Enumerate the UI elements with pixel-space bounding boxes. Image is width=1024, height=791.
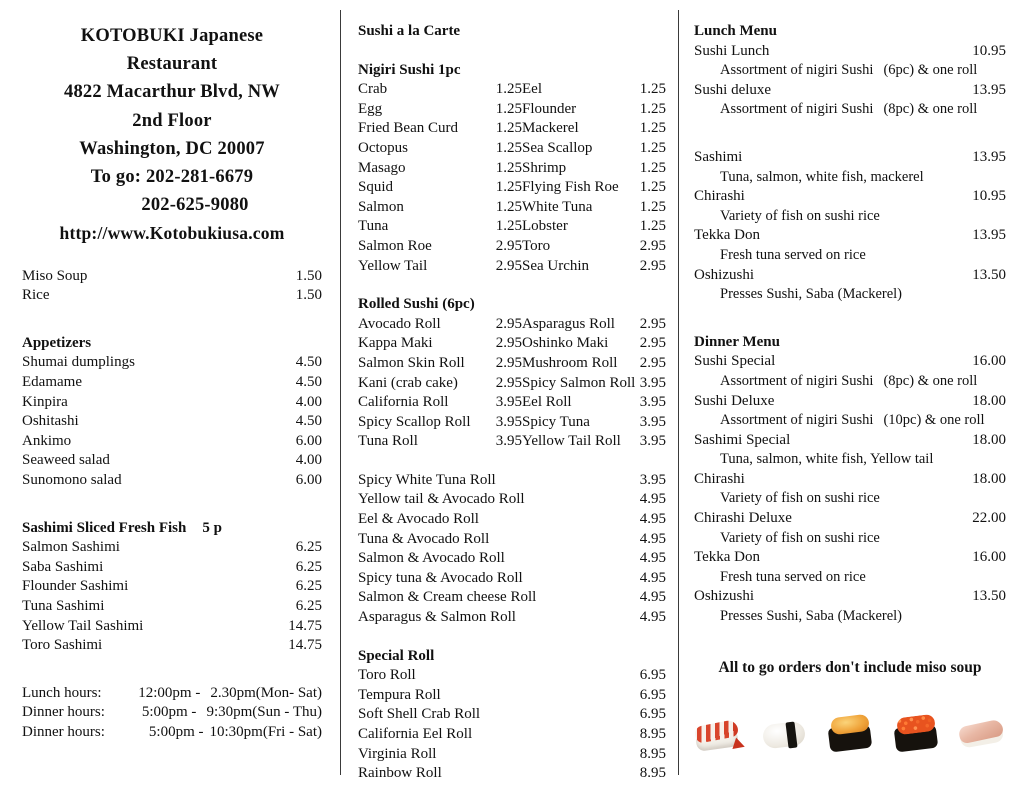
restaurant-header	[22, 0, 322, 248]
menu-row	[358, 100, 666, 120]
item-name: Kani (crab cake)	[358, 374, 458, 391]
item-description: Variety of fish on sushi rice	[720, 490, 880, 507]
item-description: Fresh tuna served on rice	[720, 246, 866, 263]
right-column	[694, 0, 1006, 753]
menu-row	[694, 392, 1006, 412]
item-name: Oshitashi	[22, 413, 79, 430]
item-name: Flying Fish Roe	[522, 179, 619, 196]
column-divider-right	[678, 10, 679, 775]
item-price: 1.25	[495, 100, 522, 117]
item-price: 3.95	[639, 394, 666, 411]
item-price: 4.00	[295, 393, 322, 410]
item-name: Salmon & Avocado Roll	[358, 550, 505, 567]
item-name: Flounder	[522, 100, 577, 117]
menu-row	[694, 81, 1006, 101]
item-price: 4.95	[639, 511, 666, 528]
item-description-suffix: (8pc) & one roll	[883, 101, 978, 118]
item-price: 4.95	[639, 589, 666, 606]
item-description-text: Assortment of nigiri Sushi	[720, 101, 874, 118]
item-description	[694, 61, 1006, 81]
section-title-dinner-menu: Dinner Menu	[694, 333, 780, 350]
item-name: Kinpira	[22, 393, 68, 410]
menu-row	[22, 373, 322, 393]
item-name: Oshinko Maki	[522, 335, 609, 352]
item-description: Presses Sushi, Saba (Mackerel)	[720, 608, 903, 625]
menu-row	[694, 352, 1006, 372]
item-name: Miso Soup	[22, 267, 88, 284]
item-description	[694, 100, 1006, 120]
left-column	[22, 0, 322, 743]
special-roll-list	[358, 666, 666, 784]
dinner-list	[694, 352, 1006, 626]
item-name: Kappa Maki	[358, 335, 433, 352]
item-price: 1.25	[639, 218, 666, 235]
menu-row	[358, 374, 666, 394]
item-name: Asparagus Roll	[522, 315, 615, 332]
item-price: 1.25	[495, 81, 522, 98]
item-price: 13.95	[972, 81, 1006, 98]
item-name: Yellow Tail Roll	[522, 433, 621, 450]
menu-row	[358, 588, 666, 608]
item-price: 16.00	[972, 353, 1006, 370]
item-name: Fried Bean Curd	[358, 120, 458, 137]
item-name: Spicy Tuna	[522, 413, 590, 430]
item-description: Tuna, salmon, white fish, mackerel	[720, 168, 924, 185]
item-price: 1.25	[639, 120, 666, 137]
item-price: 2.95	[495, 257, 522, 274]
phone-secondary: 202-625-9080	[141, 195, 249, 216]
rolled-sushi-grid	[358, 315, 666, 452]
item-price: 13.95	[972, 227, 1006, 244]
menu-row	[358, 490, 666, 510]
item-name: Crab	[358, 81, 388, 98]
item-name: Spicy White Tuna Roll	[358, 471, 496, 488]
item-name: Tuna Sashimi	[22, 597, 105, 614]
item-name: Spicy Scallop Roll	[358, 413, 471, 430]
menu-row	[694, 587, 1006, 607]
menu-row	[694, 148, 1006, 168]
menu-row	[22, 597, 322, 617]
shrimp-nigiri-icon	[694, 707, 742, 753]
menu-row	[358, 666, 666, 686]
item-price: 6.25	[295, 558, 322, 575]
item-name: Eel & Avocado Roll	[358, 511, 479, 528]
item-price: 13.50	[972, 266, 1006, 283]
restaurant-name-line-2: Restaurant	[126, 54, 218, 75]
website-url: http://www.Kotobukiusa.com	[59, 223, 285, 244]
menu-row	[22, 432, 322, 452]
item-description-suffix: (10pc) & one roll	[883, 412, 985, 429]
item-price: 8.95	[639, 765, 666, 782]
item-name: Salmon Roe	[358, 237, 432, 254]
menu-row	[358, 315, 666, 335]
item-price: 2.95	[639, 354, 666, 371]
item-description: Presses Sushi, Saba (Mackerel)	[720, 286, 903, 303]
item-name: Tekka Don	[694, 227, 761, 244]
hours-end: 2.30pm(Mon- Sat)	[210, 684, 322, 701]
item-price: 2.95	[495, 315, 522, 332]
item-price: 6.95	[639, 706, 666, 723]
item-description	[694, 411, 1006, 431]
tamago-gunkan-icon	[826, 707, 874, 753]
menu-row	[358, 413, 666, 433]
item-description-suffix: (6pc) & one roll	[883, 62, 978, 79]
item-price: 4.95	[639, 569, 666, 586]
item-name: Chirashi Deluxe	[694, 510, 792, 527]
item-price: 4.95	[639, 491, 666, 508]
address-floor: 2nd Floor	[132, 110, 212, 131]
item-name: Egg	[358, 100, 383, 117]
menu-row	[358, 764, 666, 784]
item-name: Tekka Don	[694, 549, 761, 566]
item-price: 4.50	[295, 374, 322, 390]
menu-row	[694, 509, 1006, 529]
item-price: 3.95	[639, 471, 666, 488]
basics-list	[22, 267, 322, 306]
menu-row	[358, 198, 666, 218]
item-price: 1.25	[639, 139, 666, 156]
menu-row	[694, 266, 1006, 286]
item-price: 13.95	[972, 148, 1006, 165]
item-name: California Roll	[358, 394, 449, 411]
section-title-nigiri: Nigiri Sushi 1pc	[358, 61, 461, 78]
hours-row	[22, 723, 322, 743]
item-name: Toro Sashimi	[22, 637, 103, 654]
menu-row	[694, 42, 1006, 62]
menu-row	[22, 538, 322, 558]
item-name: Masago	[358, 159, 406, 176]
lunch-entree-list	[694, 148, 1006, 305]
hours-row	[22, 684, 322, 704]
item-price: 10.95	[972, 42, 1006, 59]
menu-row	[358, 725, 666, 745]
item-price: 4.50	[295, 354, 322, 371]
item-description: Tuna, salmon, white fish, Yellow tail	[720, 451, 934, 468]
item-name: Eel Roll	[522, 394, 572, 411]
item-price: 2.95	[495, 354, 522, 371]
item-price: 8.95	[639, 726, 666, 742]
item-name: Squid	[358, 179, 394, 196]
menu-row	[358, 745, 666, 765]
menu-row	[358, 334, 666, 354]
item-name: Toro Roll	[358, 667, 416, 684]
menu-row	[358, 569, 666, 589]
item-price: 14.75	[288, 617, 322, 634]
item-name: Sushi Special	[694, 353, 776, 370]
menu-row	[22, 577, 322, 597]
menu-row	[694, 470, 1006, 490]
item-name: Virginia Roll	[358, 745, 437, 762]
item-description	[694, 372, 1006, 392]
item-price: 18.00	[972, 470, 1006, 487]
item-name: Mackerel	[522, 120, 579, 137]
item-name: Tempura Roll	[358, 686, 441, 703]
item-price: 6.25	[295, 578, 322, 595]
menu-row	[358, 257, 666, 277]
item-price: 3.95	[639, 374, 666, 391]
item-name: Yellow tail & Avocado Roll	[358, 491, 525, 508]
item-price: 4.95	[639, 609, 666, 626]
item-price: 1.25	[495, 120, 522, 137]
item-price: 4.00	[295, 452, 322, 469]
item-price: 8.95	[639, 745, 666, 762]
item-name: Spicy tuna & Avocado Roll	[358, 569, 523, 586]
item-price: 3.95	[495, 413, 522, 430]
appetizers-list	[22, 353, 322, 490]
menu-row	[22, 267, 322, 287]
item-name: Seaweed salad	[22, 452, 110, 469]
menu-row	[358, 217, 666, 237]
item-name: Rainbow Roll	[358, 765, 442, 782]
item-name: Salmon	[358, 198, 404, 215]
item-name: Rice	[22, 287, 50, 304]
menu-row	[358, 432, 666, 452]
item-price: 6.00	[295, 432, 322, 449]
item-description: Fresh tuna served on rice	[720, 568, 866, 585]
menu-row	[358, 237, 666, 257]
item-price: 6.00	[295, 471, 322, 488]
item-price: 2.95	[639, 237, 666, 254]
item-price: 4.50	[295, 413, 322, 430]
hours-start: 5:00pm -	[141, 704, 197, 721]
menu-row	[358, 686, 666, 706]
item-price: 2.95	[495, 335, 522, 352]
phone-togo: To go: 202-281-6679	[90, 167, 254, 188]
item-name: Sashimi Special	[694, 431, 791, 448]
item-price: 1.25	[495, 139, 522, 156]
item-price: 1.25	[495, 218, 522, 235]
menu-row	[358, 119, 666, 139]
item-name: Shrimp	[522, 159, 567, 176]
item-price: 1.25	[639, 81, 666, 98]
item-name: Sea Scallop	[522, 139, 593, 156]
item-price: 1.50	[295, 287, 322, 304]
item-name: Spicy Salmon Roll	[522, 374, 636, 391]
item-price: 1.25	[495, 198, 522, 215]
section-title-sashimi-suffix: 5 p	[202, 519, 222, 536]
item-name: Tuna Roll	[358, 433, 418, 450]
menu-row	[358, 608, 666, 628]
ikura-gunkan-icon	[892, 707, 940, 753]
item-name: Shumai dumplings	[22, 354, 135, 371]
section-title-lunch-menu: Lunch Menu	[694, 23, 777, 39]
item-price: 2.95	[639, 315, 666, 332]
hours-block	[22, 684, 322, 743]
item-price: 2.95	[495, 237, 522, 254]
menu-row	[22, 451, 322, 471]
item-name: Toro	[522, 237, 551, 254]
hours-end: 9:30pm(Sun - Thu)	[206, 704, 322, 721]
menu-row	[358, 549, 666, 569]
item-price: 13.50	[972, 588, 1006, 605]
item-name: Oshizushi	[694, 588, 754, 605]
hours-start: 12:00pm -	[138, 684, 201, 701]
item-price: 1.25	[639, 100, 666, 117]
item-name: Eel	[522, 81, 542, 98]
menu-row	[22, 286, 322, 306]
menu-row	[22, 617, 322, 637]
menu-row	[694, 431, 1006, 451]
menu-row	[694, 226, 1006, 246]
menu-row	[358, 393, 666, 413]
section-title-sashimi	[22, 519, 322, 539]
egg-nigiri-nori-band-icon	[760, 707, 808, 753]
item-description: Variety of fish on sushi rice	[720, 207, 880, 224]
item-name: Oshizushi	[694, 266, 754, 283]
item-name: Flounder Sashimi	[22, 578, 129, 595]
item-name: Sushi Lunch	[694, 42, 770, 59]
item-name: Salmon Sashimi	[22, 539, 120, 556]
item-name: Yellow Tail Sashimi	[22, 617, 144, 634]
item-price: 10.95	[972, 188, 1006, 205]
item-name: Tuna	[358, 218, 389, 235]
item-name: Sea Urchin	[522, 257, 590, 274]
menu-row	[358, 178, 666, 198]
item-price: 3.95	[639, 413, 666, 430]
item-price: 1.25	[639, 198, 666, 215]
lunch-set-list	[694, 42, 1006, 120]
section-title-a-la-carte: Sushi a la Carte	[358, 23, 461, 39]
hours-row	[22, 703, 322, 723]
item-name: Mushroom Roll	[522, 354, 618, 371]
item-name: Sunomono salad	[22, 471, 122, 488]
item-price: 1.25	[495, 179, 522, 196]
item-name: White Tuna	[522, 198, 593, 215]
item-name: Salmon Skin Roll	[358, 354, 465, 371]
item-price: 2.95	[639, 257, 666, 274]
togo-note: All to go orders don't include miso soup	[718, 658, 982, 676]
item-price: 18.00	[972, 392, 1006, 409]
item-name: Sashimi	[694, 148, 743, 165]
menu-row	[22, 393, 322, 413]
item-name: Tuna & Avocado Roll	[358, 530, 490, 547]
item-name: Lobster	[522, 218, 568, 235]
item-price: 1.50	[295, 267, 322, 284]
item-name: Octopus	[358, 139, 408, 156]
item-name: Ankimo	[22, 432, 72, 449]
item-price: 14.75	[288, 637, 322, 654]
menu-row	[22, 412, 322, 432]
wide-rolls-list	[358, 471, 666, 628]
item-name: Sushi deluxe	[694, 81, 772, 98]
menu-row	[22, 471, 322, 491]
nigiri-grid	[358, 80, 666, 276]
item-description-text: Assortment of nigiri Sushi	[720, 412, 874, 429]
sushi-illustration-strip	[694, 695, 1006, 753]
item-price: 1.25	[639, 179, 666, 196]
item-name: Edamame	[22, 374, 82, 390]
menu-row	[358, 705, 666, 725]
middle-column	[358, 0, 666, 784]
sashimi-list	[22, 538, 322, 656]
item-name: Sushi Deluxe	[694, 392, 775, 409]
menu-row	[22, 353, 322, 373]
item-price: 3.95	[495, 433, 522, 450]
menu-row	[358, 159, 666, 179]
white-fish-nigiri-icon	[958, 707, 1006, 753]
menu-row	[22, 558, 322, 578]
item-description-suffix: (8pc) & one roll	[883, 372, 978, 389]
item-name: Saba Sashimi	[22, 558, 104, 575]
item-name: Soft Shell Crab Roll	[358, 706, 481, 723]
item-price: 1.25	[495, 159, 522, 176]
item-price: 2.95	[639, 335, 666, 352]
menu-row	[694, 187, 1006, 207]
item-name: Yellow Tail	[358, 257, 428, 274]
menu-row	[694, 548, 1006, 568]
item-price: 1.25	[639, 159, 666, 176]
section-title-appetizers: Appetizers	[22, 334, 92, 351]
menu-row	[358, 139, 666, 159]
hours-label: Lunch hours:	[22, 684, 102, 701]
hours-label: Dinner hours:	[22, 704, 105, 721]
item-description-text: Assortment of nigiri Sushi	[720, 62, 874, 79]
menu-row	[22, 636, 322, 656]
menu-row	[358, 471, 666, 491]
section-title-sashimi-text: Sashimi Sliced Fresh Fish	[22, 519, 187, 536]
item-name: Chirashi	[694, 188, 745, 205]
address-street: 4822 Macarthur Blvd, NW	[64, 82, 280, 103]
item-price: 3.95	[639, 433, 666, 450]
item-name: California Eel Roll	[358, 726, 473, 742]
item-price: 6.25	[295, 539, 322, 556]
item-price: 4.95	[639, 550, 666, 567]
item-price: 16.00	[972, 549, 1006, 566]
section-title-special-roll: Special Roll	[358, 647, 435, 664]
item-price: 4.95	[639, 530, 666, 547]
item-name: Chirashi	[694, 470, 745, 487]
item-name: Avocado Roll	[358, 315, 441, 332]
item-description-text: Assortment of nigiri Sushi	[720, 372, 874, 389]
menu-row	[358, 354, 666, 374]
menu-row	[358, 80, 666, 100]
item-price: 6.25	[295, 597, 322, 614]
item-price: 2.95	[495, 374, 522, 391]
hours-end: 10:30pm(Fri - Sat)	[209, 723, 322, 740]
item-price: 3.95	[495, 394, 522, 411]
item-name: Salmon & Cream cheese Roll	[358, 589, 537, 606]
hours-label: Dinner hours:	[22, 723, 105, 740]
column-divider-left	[340, 10, 341, 775]
restaurant-name-line-1: KOTOBUKI Japanese	[80, 26, 264, 46]
menu-row	[358, 530, 666, 550]
address-city-state-zip: Washington, DC 20007	[79, 138, 265, 159]
section-title-rolled-sushi: Rolled Sushi (6pc)	[358, 296, 475, 313]
item-description: Variety of fish on sushi rice	[720, 529, 880, 546]
hours-start: 5:00pm -	[148, 723, 204, 740]
menu-row	[358, 510, 666, 530]
item-price: 6.95	[639, 667, 666, 684]
item-price: 6.95	[639, 686, 666, 703]
item-price: 22.00	[972, 510, 1006, 527]
item-name: Asparagus & Salmon Roll	[358, 609, 516, 626]
item-price: 18.00	[972, 431, 1006, 448]
